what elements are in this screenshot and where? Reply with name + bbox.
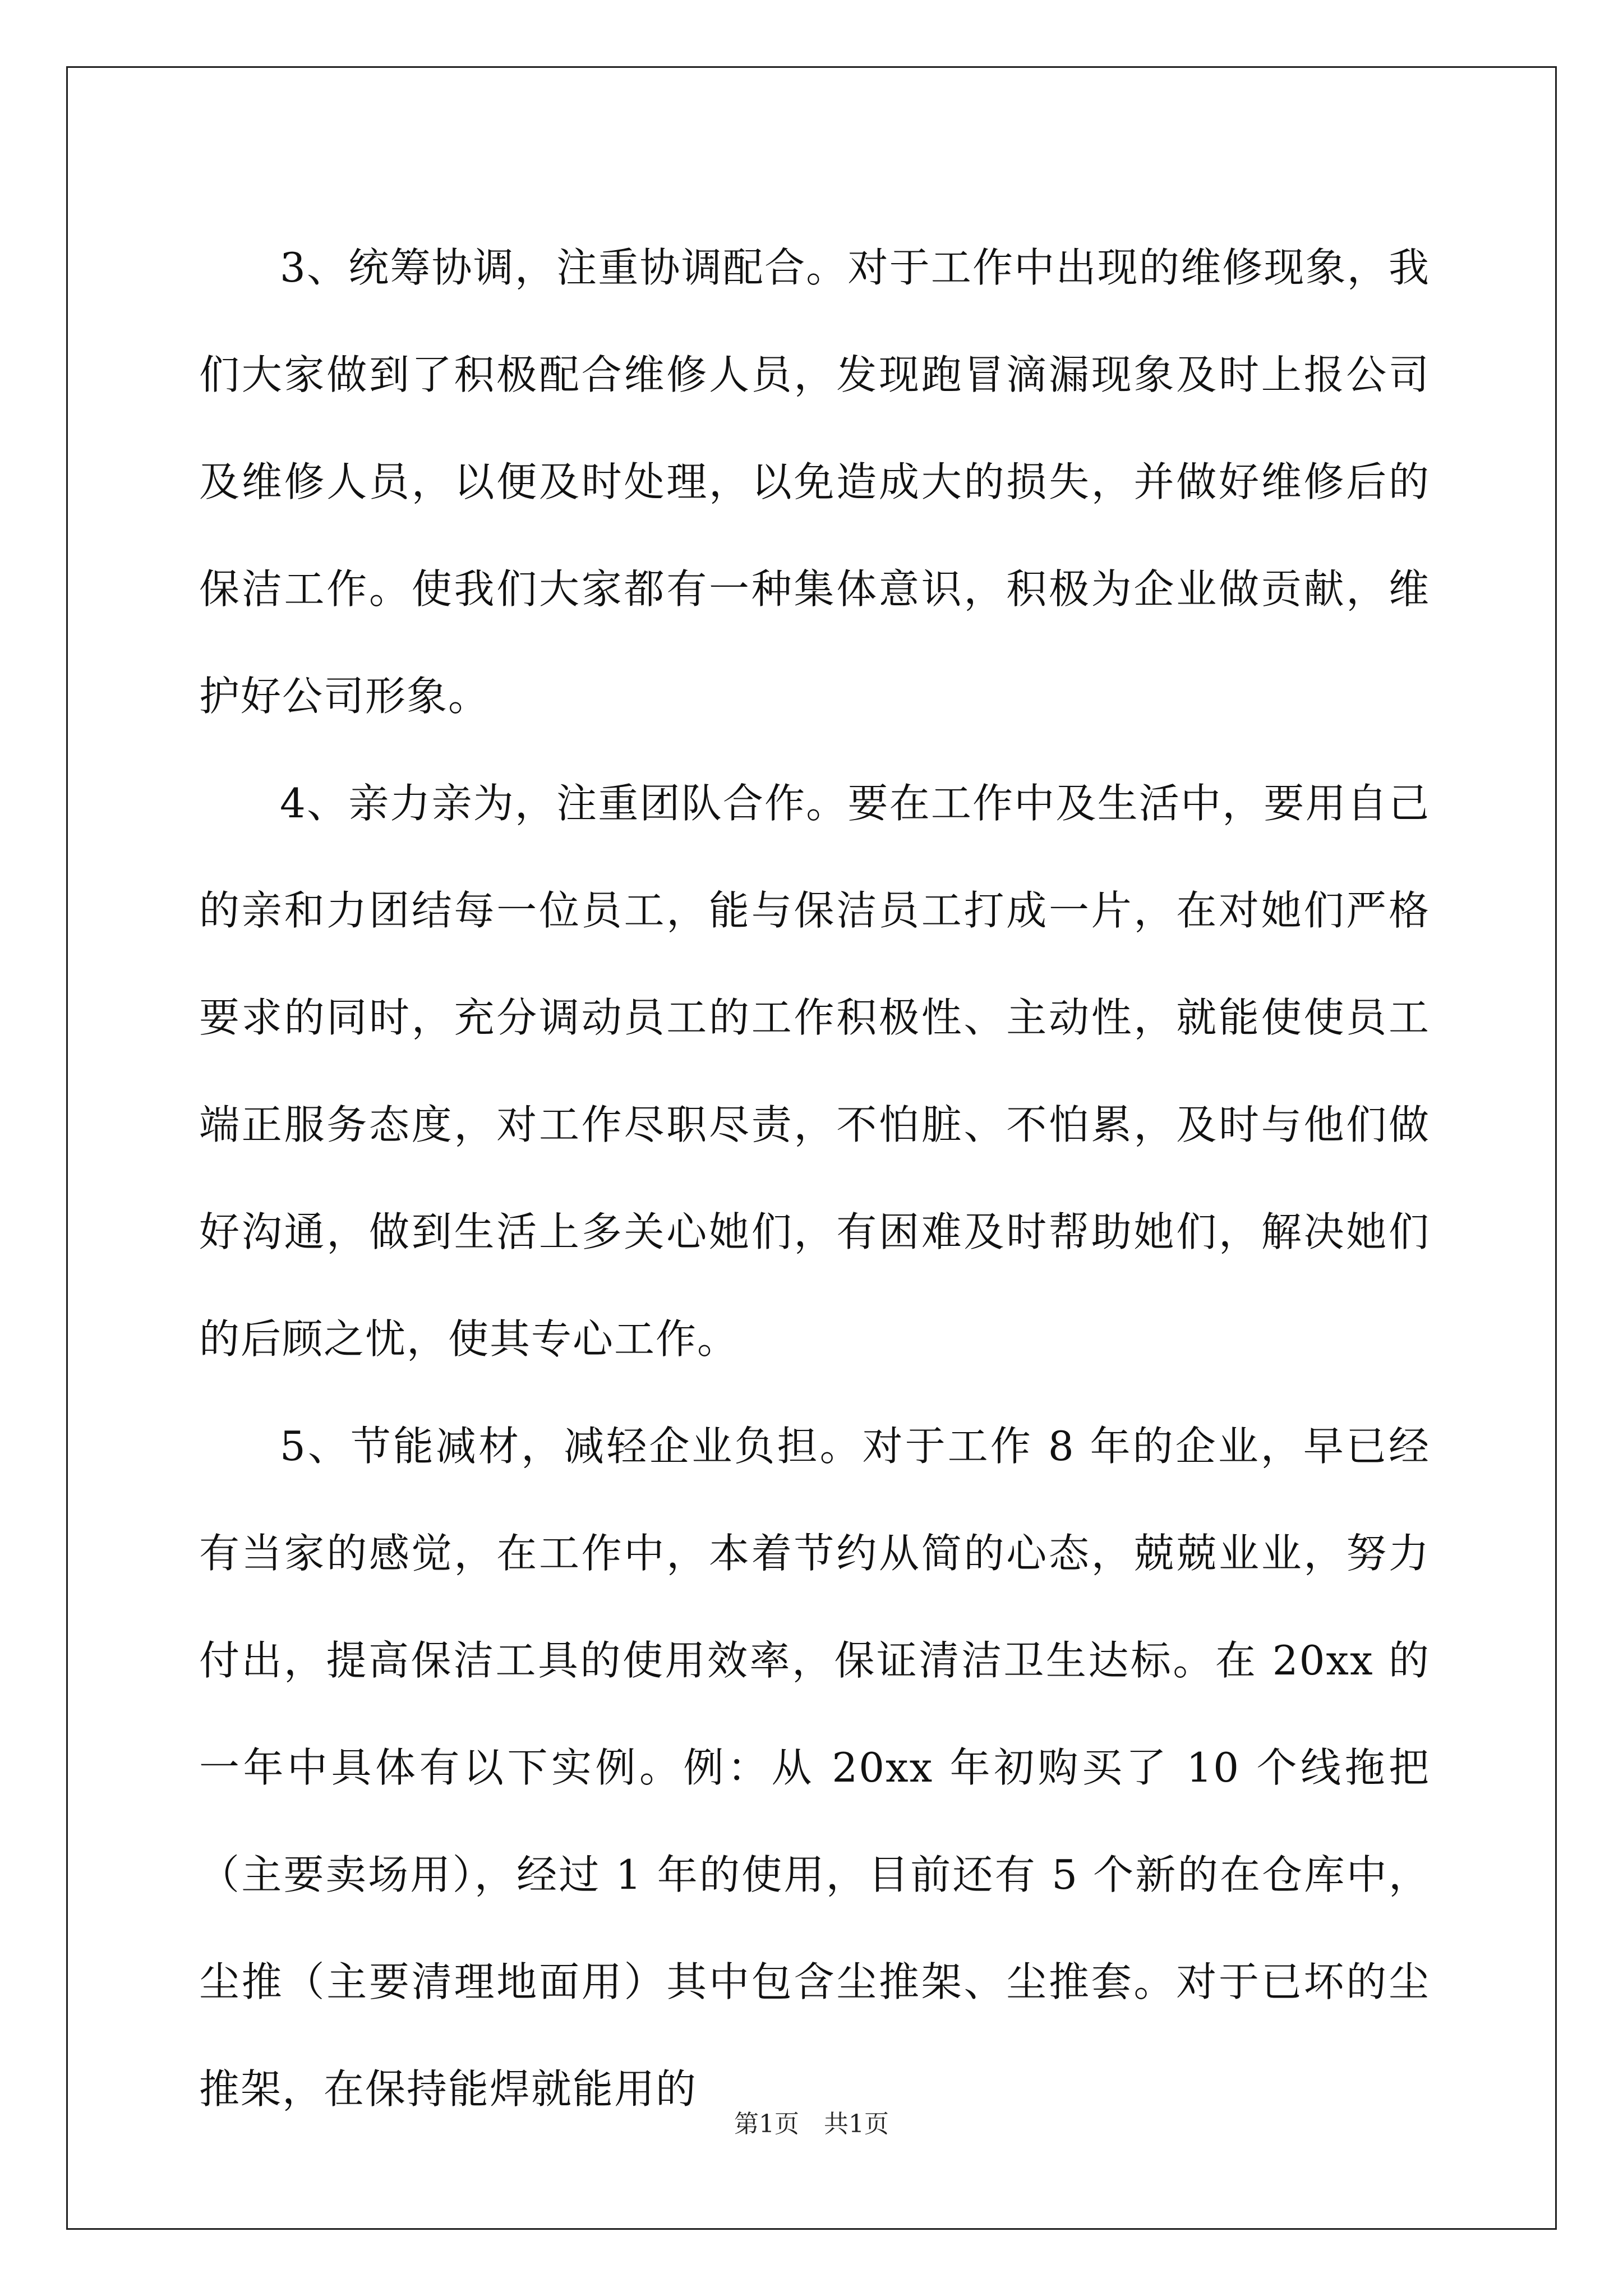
paragraph-4: 4、亲力亲为，注重团队合作。要在工作中及生活中，要用自己的亲和力团结每一位员工，能与保洁员工打成一片，在对她们严格要求的同时，充分调动员工的工作积极性、主动性，就能使使员工端正服务态度，对工作尽职尽责，不怕脏、不怕累，及时与他们做好沟通，做到生活上多关心她们，有困难及时帮助她们，解决她们的后顾之忧，使其专心工作。 <box>199 780 1430 1363</box>
document-body <box>199 214 1430 2143</box>
paragraph-5: 5、节能减材，减轻企业负担。对于工作 8 年的企业，早已经有当家的感觉，在工作中，本着节约从简的心态，兢兢业业，努力付出，提高保洁工具的使用效率，保证清洁卫生达标。在 20xx 的一年中具体有以下实例。例：从 20xx 年初购买了 10 个线拖把（主要卖场用），经过 1 年的使用，目前还有 5 个新的在仓库中，尘推（主要清理地面用）其中包含尘推架、尘推套。对于已坏的尘推架，在保持能焊就能用的 <box>199 1423 1430 2113</box>
paragraph-3: 3、统筹协调，注重协调配合。对于工作中出现的维修现象，我们大家做到了积极配合维修人员，发现跑冒滴漏现象及时上报公司及维修人员，以便及时处理，以免造成大的损失，并做好维修后的保洁工作。使我们大家都有一种集体意识，积极为企业做贡献，维护好公司形象。 <box>199 244 1430 720</box>
page-footer: 第1页 共1页 <box>734 2110 889 2138</box>
